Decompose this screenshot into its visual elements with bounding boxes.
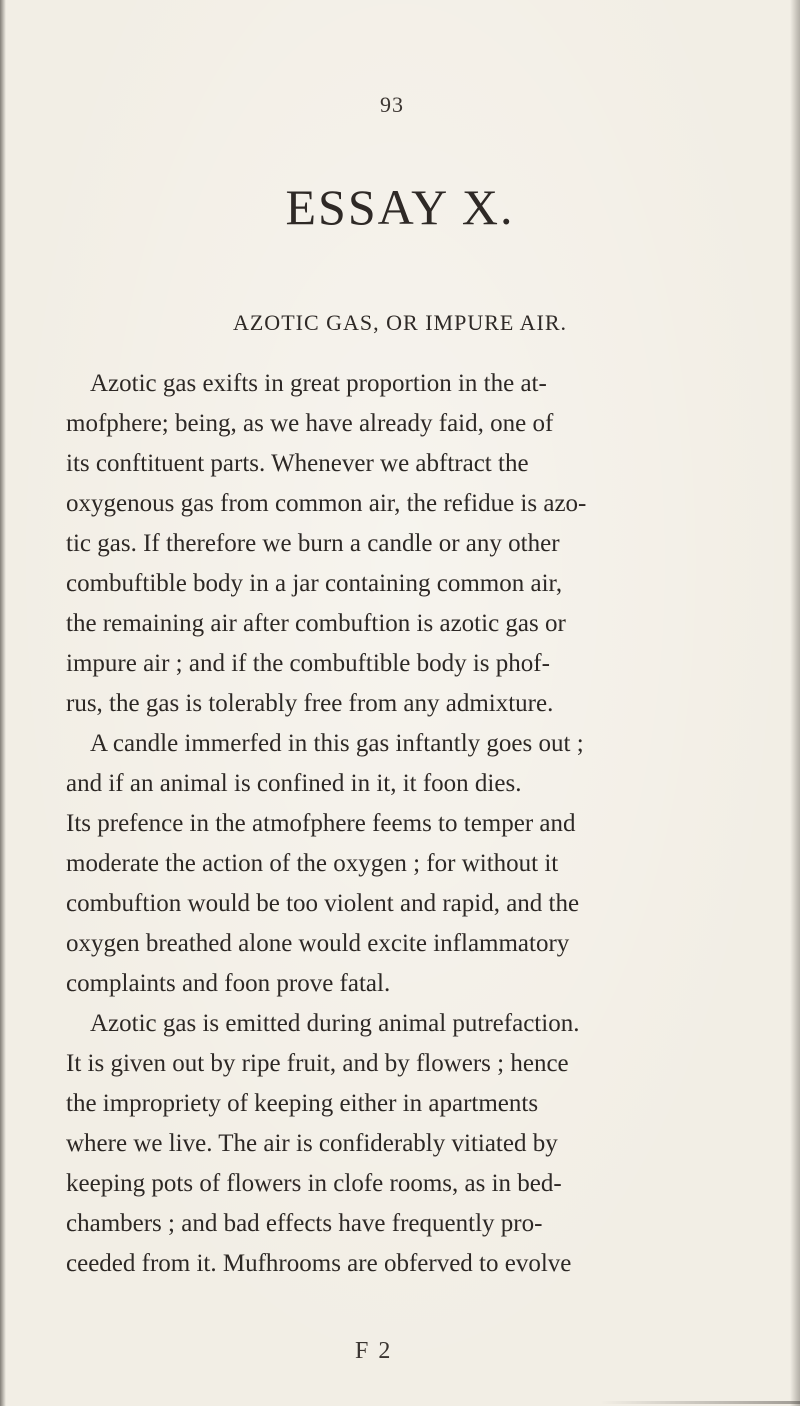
text-line: keeping pots of flowers in clofe rooms, as in bed-: [66, 1170, 562, 1197]
text-line: tic gas. If therefore we burn a candle or any other: [66, 530, 560, 557]
text-line: complaints and foon prove fatal.: [66, 970, 391, 997]
text-line: It is given out by ripe fruit, and by flowers ; hence: [66, 1050, 569, 1077]
text-line: ceeded from it. Mufhrooms are obferved to evolve: [66, 1250, 572, 1277]
text-line: Azotic gas is emitted during animal putrefaction.: [90, 1010, 580, 1037]
text-line: chambers ; and bad effects have frequently pro-: [66, 1210, 543, 1237]
essay-title: ESSAY X.: [285, 179, 515, 235]
text-line: the impropriety of keeping either in apartments: [66, 1090, 539, 1117]
text-line: its conftituent parts. Whenever we abftract the: [66, 450, 529, 477]
text-line: combuftion would be too violent and rapid, and the: [66, 890, 580, 917]
text-line: moderate the action of the oxygen ; for without it: [66, 850, 559, 877]
text-line: and if an animal is confined in it, it foon dies.: [66, 770, 522, 797]
text-line: oxygenous gas from common air, the refidue is azo-: [66, 490, 587, 517]
text-line: oxygen breathed alone would excite inflammatory: [66, 930, 570, 957]
page-edge-rule: [600, 1401, 800, 1404]
catchword-signature: F 2: [355, 1338, 393, 1364]
text-line: Its prefence in the atmofphere feems to temper and: [66, 810, 576, 837]
text-line: rus, the gas is tolerably free from any admixture.: [66, 690, 554, 717]
text-line: combuftible body in a jar containing common air,: [66, 570, 563, 597]
page-number: 93: [380, 92, 404, 117]
essay-subtitle: AZOTIC GAS, OR IMPURE AIR.: [232, 310, 568, 335]
text-line: Azotic gas exifts in great proportion in the at-: [90, 370, 547, 397]
text-line: A candle immerfed in this gas inftantly goes out ;: [90, 730, 584, 757]
text-line: the remaining air after combuftion is azotic gas or: [66, 610, 566, 637]
text-line: impure air ; and if the combuftible body is phof-: [66, 650, 550, 677]
text-line: where we live. The air is confiderably vitiated by: [66, 1130, 558, 1157]
text-line: mofphere; being, as we have already faid, one of: [66, 410, 554, 437]
